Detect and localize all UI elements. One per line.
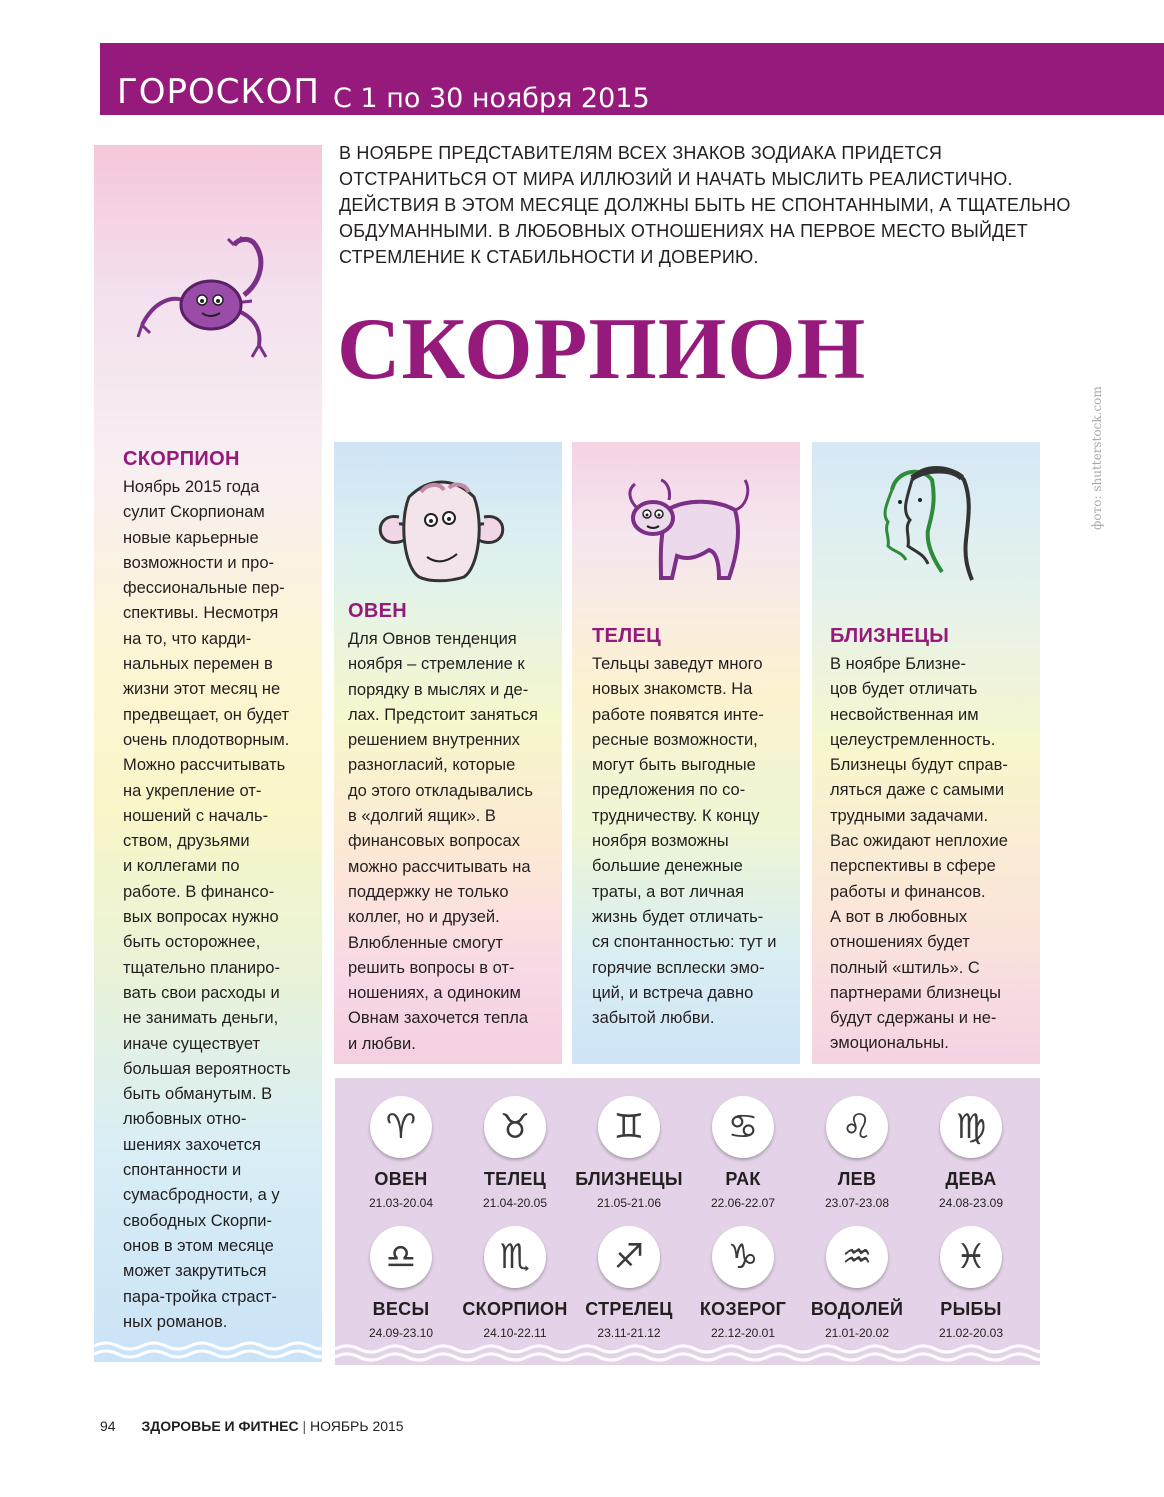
zodiac-sign-gemini bbox=[572, 1096, 686, 1210]
issue-label: НОЯБРЬ 2015 bbox=[310, 1418, 404, 1434]
sagittarius-icon: ♐ bbox=[598, 1226, 660, 1288]
intro-line: СТРЕМЛЕНИЕ К СТАБИЛЬНОСТИ И ДОВЕРИЮ. bbox=[339, 247, 759, 267]
aquarius-icon: ♒ bbox=[826, 1226, 888, 1288]
libra-icon: ♎ bbox=[370, 1226, 432, 1288]
photo-credit: фото: shutterstock.com bbox=[1090, 386, 1104, 530]
sign-name: ЛЕВ bbox=[837, 1169, 877, 1189]
sign-dates: 21.04-20.05 bbox=[482, 1196, 548, 1210]
scorpion-illustration-icon bbox=[134, 233, 274, 368]
sign-name: РЫБЫ bbox=[940, 1299, 1002, 1319]
intro-line: В НОЯБРЕ ПРЕДСТАВИТЕЛЯМ ВСЕХ ЗНАКОВ ЗОДИАКА ПРИДЕТСЯ bbox=[339, 143, 943, 163]
scorpio-icon: ♏ bbox=[484, 1226, 546, 1288]
taurus-card bbox=[572, 442, 800, 1064]
sign-dates: 21.03-20.04 bbox=[368, 1196, 434, 1210]
cancer-icon: ♋ bbox=[712, 1096, 774, 1158]
sign-dates: 24.08-23.09 bbox=[938, 1196, 1004, 1210]
sign-name: ТЕЛЕЦ bbox=[483, 1169, 547, 1189]
capricorn-icon: ♑ bbox=[712, 1226, 774, 1288]
leo-icon: ♌ bbox=[826, 1096, 888, 1158]
twins-illustration-icon bbox=[872, 460, 982, 585]
aries-icon: ♈ bbox=[370, 1096, 432, 1158]
zodiac-sign-virgo bbox=[914, 1096, 1028, 1210]
sign-name: ВЕСЫ bbox=[372, 1299, 430, 1319]
sign-dates: 21.01-20.02 bbox=[824, 1326, 890, 1340]
sign-dates: 23.07-23.08 bbox=[824, 1196, 890, 1210]
virgo-icon: ♍ bbox=[940, 1096, 1002, 1158]
sign-dates: 21.02-20.03 bbox=[938, 1326, 1004, 1340]
magazine-name: ЗДОРОВЬЕ И ФИТНЕС bbox=[141, 1418, 299, 1434]
sign-dates: 21.05-21.06 bbox=[596, 1196, 662, 1210]
zodiac-sign-scorpio bbox=[458, 1226, 572, 1340]
zodiac-panel bbox=[335, 1078, 1040, 1365]
zodiac-sign-capricorn bbox=[686, 1226, 800, 1340]
page-number: 94 bbox=[100, 1418, 116, 1434]
sign-dates: 24.09-23.10 bbox=[368, 1326, 434, 1340]
zodiac-sign-leo bbox=[800, 1096, 914, 1210]
gemini-card bbox=[812, 442, 1040, 1064]
taurus-title: ТЕЛЕЦ bbox=[592, 625, 662, 647]
zodiac-sign-sagittarius bbox=[572, 1226, 686, 1340]
main-title: СКОРПИОН bbox=[337, 301, 867, 398]
scorpio-title: СКОРПИОН bbox=[123, 448, 240, 470]
sign-name: СКОРПИОН bbox=[462, 1299, 568, 1319]
gemini-icon: ♊ bbox=[598, 1096, 660, 1158]
taurus-text: Тельцы заведут много новых знакомств. На работе появятся инте- ресные возможности, могут быть выгодные предложения по со- трудничеству. К концу ноября возможны большие денежные траты, а вот личная жизнь будет отличать- ся спонтанностью: тут и горячие всплески эмо- ций, и встреча давно забытой любви. bbox=[592, 655, 777, 1028]
scorpio-text: Ноябрь 2015 года сулит Скорпионам новые карьерные возможности и про- фессиональные пер- спективы. Несмотря на то, что карди- нальных перемен в жизни этот месяц не предвещает, он будет очень плодотворным. Можно рассчитывать на укрепление от- ношений с началь- ством, друзьями и коллегами по работе. В финансо- вых вопросах нужно быть осторожнее, тщательно планиро- вать свои расходы и не занимать деньги, иначе существует большая вероятность быть обманутым. В любовных отно- шениях захочется спонтанности и сумасбродности, а у свободных Скорпи- онов в этом месяце может закрутиться пара-тройка страст- ных романов. bbox=[123, 478, 291, 1331]
taurus-icon: ♉ bbox=[484, 1096, 546, 1158]
wave-decoration bbox=[94, 1338, 322, 1362]
footer-separator: | bbox=[302, 1418, 307, 1434]
sign-name: ВОДОЛЕЙ bbox=[810, 1299, 904, 1319]
sign-name: ОВЕН bbox=[374, 1169, 428, 1189]
zodiac-sign-pisces bbox=[914, 1226, 1028, 1340]
gemini-title: БЛИЗНЕЦЫ bbox=[830, 625, 950, 647]
wave-decoration bbox=[335, 1341, 1040, 1365]
zodiac-sign-aries bbox=[344, 1096, 458, 1210]
zodiac-sign-libra bbox=[344, 1226, 458, 1340]
sign-dates: 24.10-22.11 bbox=[483, 1326, 547, 1340]
aries-text: Для Овнов тенденция ноября – стремление к порядку в мыслях и де- лах. Предстоит заняться решением внутренних разногласий, которые до этого откладывались в «долгий ящик». В финансовых вопросах можно рассчитывать на поддержку не только коллег, но и друзей. Влюбленные смогут решить вопросы в от- ношениях, а одиноким Овнам захочется тепла и любви. bbox=[348, 630, 538, 1053]
intro-line: ОБДУМАННЫМИ. В ЛЮБОВНЫХ ОТНОШЕНИЯХ НА ПЕРВОЕ МЕСТО ВЫЙДЕТ bbox=[339, 221, 1028, 241]
page-footer bbox=[100, 1418, 404, 1434]
ram-illustration-icon bbox=[369, 472, 514, 587]
intro-text bbox=[339, 140, 1071, 270]
sign-name: БЛИЗНЕЦЫ bbox=[575, 1169, 683, 1189]
sign-dates: 23.11-21.12 bbox=[597, 1326, 661, 1340]
aries-title: ОВЕН bbox=[348, 600, 407, 622]
sign-dates: 22.06-22.07 bbox=[710, 1196, 776, 1210]
aries-card bbox=[334, 442, 562, 1064]
zodiac-sign-aquarius bbox=[800, 1226, 914, 1340]
zodiac-sign-taurus bbox=[458, 1096, 572, 1210]
intro-line: ДЕЙСТВИЯ В ЭТОМ МЕСЯЦЕ ДОЛЖНЫ БЫТЬ НЕ СПОНТАННЫМИ, А ТЩАТЕЛЬНО bbox=[339, 195, 1071, 215]
sign-name: РАК bbox=[725, 1169, 761, 1189]
sign-name: ДЕВА bbox=[945, 1169, 997, 1189]
header-title: ГОРОСКОП bbox=[117, 72, 320, 112]
pisces-icon: ♓ bbox=[940, 1226, 1002, 1288]
intro-line: ОТСТРАНИТЬСЯ ОТ МИРА ИЛЛЮЗИЙ И НАЧАТЬ МЫСЛИТЬ РЕАЛИСТИЧНО. bbox=[339, 169, 1013, 189]
header-subtitle: С 1 по 30 ноября 2015 bbox=[333, 83, 650, 114]
sign-name: СТРЕЛЕЦ bbox=[585, 1299, 673, 1319]
scorpio-column bbox=[94, 145, 322, 1362]
zodiac-sign-cancer bbox=[686, 1096, 800, 1210]
sign-dates: 22.12-20.01 bbox=[710, 1326, 776, 1340]
bull-illustration-icon bbox=[617, 470, 757, 585]
gemini-text: В ноябре Близне- цов будет отличать несвойственная им целеустремленность. Близнецы будут справ- ляться даже с самыми трудными задачами. Вас ожидают неплохие перспективы в сфере работы и финансов. А вот в любовных отношениях будет полный «штиль». С партнерами близнецы будут сдержаны и не- эмоциональны. bbox=[830, 655, 1008, 1053]
sign-name: КОЗЕРОГ bbox=[699, 1299, 787, 1319]
